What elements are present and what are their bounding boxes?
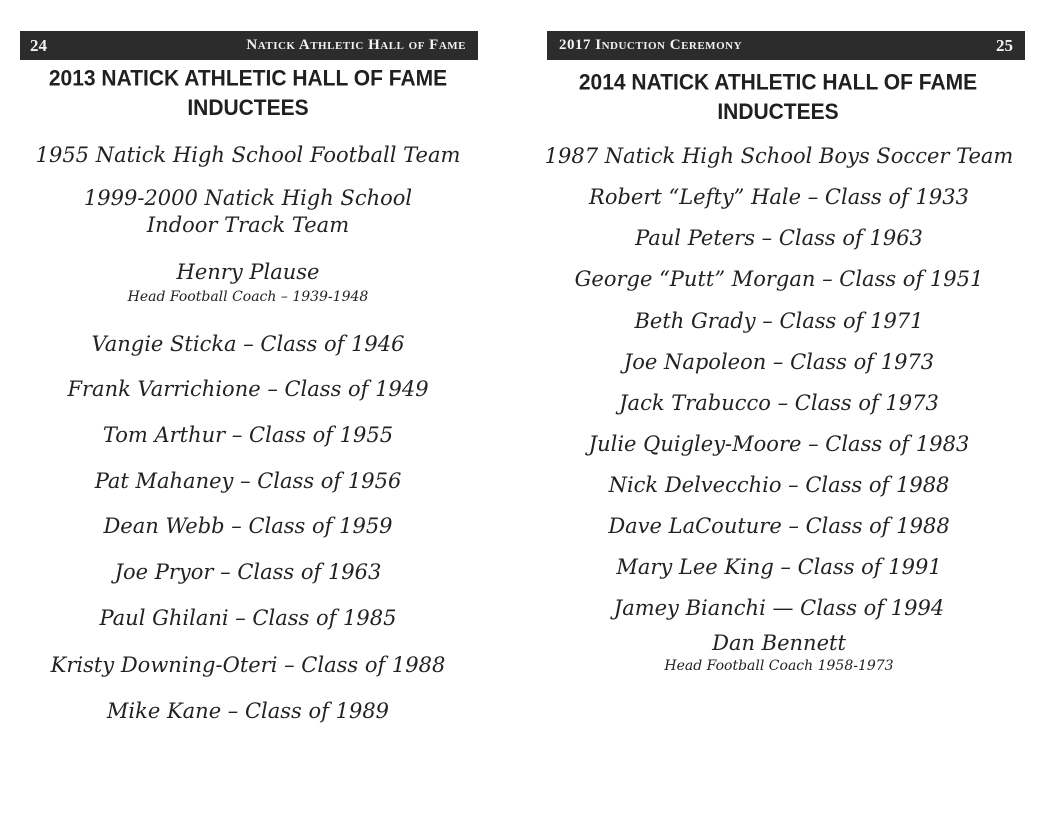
- inductee-entry: [0, 696, 496, 726]
- inductee-name: Frank Varrichione – Class of 1949: [67, 377, 429, 401]
- inductee-name: Dan Bennett: [712, 631, 846, 655]
- inductee-name: Robert “Lefty” Hale – Class of 1933: [589, 185, 969, 209]
- inductee-name: Dean Webb – Class of 1959: [103, 514, 393, 538]
- inductee-entry: [526, 470, 1032, 500]
- inductee-role: Head Football Coach 1958-1973: [664, 658, 894, 674]
- inductee-entry: [0, 603, 496, 633]
- inductee-entry: [526, 223, 1032, 253]
- page-header-bar: [20, 31, 478, 60]
- inductee-entry: [526, 593, 1032, 623]
- running-title: Natick Athletic Hall of Fame: [246, 37, 466, 53]
- inductee-entry: [526, 347, 1032, 377]
- inductee-entry: [526, 630, 1032, 676]
- inductee-entry: [0, 650, 496, 680]
- inductee-name: George “Putt” Morgan – Class of 1951: [574, 267, 984, 291]
- inductee-entry: [526, 182, 1032, 212]
- inductee-entry: [526, 306, 1032, 336]
- inductee-name: Joe Pryor – Class of 1963: [114, 560, 382, 584]
- inductee-entry: [0, 329, 496, 359]
- inductee-name: Mary Lee King – Class of 1991: [616, 555, 942, 579]
- inductee-role: Head Football Coach – 1939-1948: [127, 289, 369, 305]
- heading-line-2: INDUCTEES: [717, 100, 839, 125]
- inductee-entry: [0, 140, 496, 170]
- inductee-entry: [0, 420, 496, 450]
- inductee-name: Beth Grady – Class of 1971: [634, 309, 924, 333]
- page-number: 25: [996, 35, 1013, 55]
- inductee-entry: [526, 264, 1032, 294]
- inductee-name: 1955 Natick High School Football Team: [35, 143, 461, 167]
- inductee-name: Joe Napoleon – Class of 1973: [623, 350, 935, 374]
- inductee-entry: [0, 511, 496, 541]
- inductee-entry: [0, 374, 496, 404]
- inductee-entry: [0, 557, 496, 587]
- page-number: 24: [30, 35, 47, 55]
- inductee-entry: [526, 141, 1032, 171]
- heading-line-2: INDUCTEES: [187, 96, 309, 121]
- inductee-name: Paul Ghilani – Class of 1985: [99, 606, 397, 630]
- inductee-name: Julie Quigley-Moore – Class of 1983: [588, 432, 970, 456]
- right-page: [526, 0, 1052, 815]
- inductee-entry: [526, 429, 1032, 459]
- inductee-name: Pat Mahaney – Class of 1956: [94, 469, 402, 493]
- inductee-name: Nick Delvecchio – Class of 1988: [608, 473, 950, 497]
- inductee-name: Kristy Downing-Oteri – Class of 1988: [50, 653, 446, 677]
- inductee-entry: [0, 257, 496, 307]
- inductee-name-line-2: Indoor Track Team: [146, 213, 350, 237]
- inductee-entry: [0, 466, 496, 496]
- heading-line-1: 2013 NATICK ATHLETIC HALL OF FAME: [48, 66, 448, 91]
- inductee-entry: [526, 388, 1032, 418]
- section-heading: [0, 65, 496, 124]
- inductee-entry: [0, 185, 496, 239]
- inductee-name: Jamey Bianchi — Class of 1994: [613, 596, 945, 620]
- inductee-name: Henry Plause: [176, 260, 320, 284]
- inductee-name: Mike Kane – Class of 1989: [106, 699, 390, 723]
- inductee-name: Vangie Sticka – Class of 1946: [91, 332, 405, 356]
- inductee-name: Dave LaCouture – Class of 1988: [608, 514, 950, 538]
- inductee-name: Tom Arthur – Class of 1955: [102, 423, 394, 447]
- heading-line-1: 2014 NATICK ATHLETIC HALL OF FAME: [578, 70, 978, 95]
- inductee-name: Jack Trabucco – Class of 1973: [619, 391, 939, 415]
- running-title: 2017 Induction Ceremony: [559, 37, 743, 53]
- section-heading: [526, 69, 1030, 128]
- inductee-name: 1987 Natick High School Boys Soccer Team: [544, 144, 1014, 168]
- inductee-name: Paul Peters – Class of 1963: [635, 226, 923, 250]
- inductee-entry: [526, 511, 1032, 541]
- inductee-entry: [526, 552, 1032, 582]
- inductee-name-line-1: 1999-2000 Natick High School: [83, 186, 413, 210]
- page-header-bar: [547, 31, 1025, 60]
